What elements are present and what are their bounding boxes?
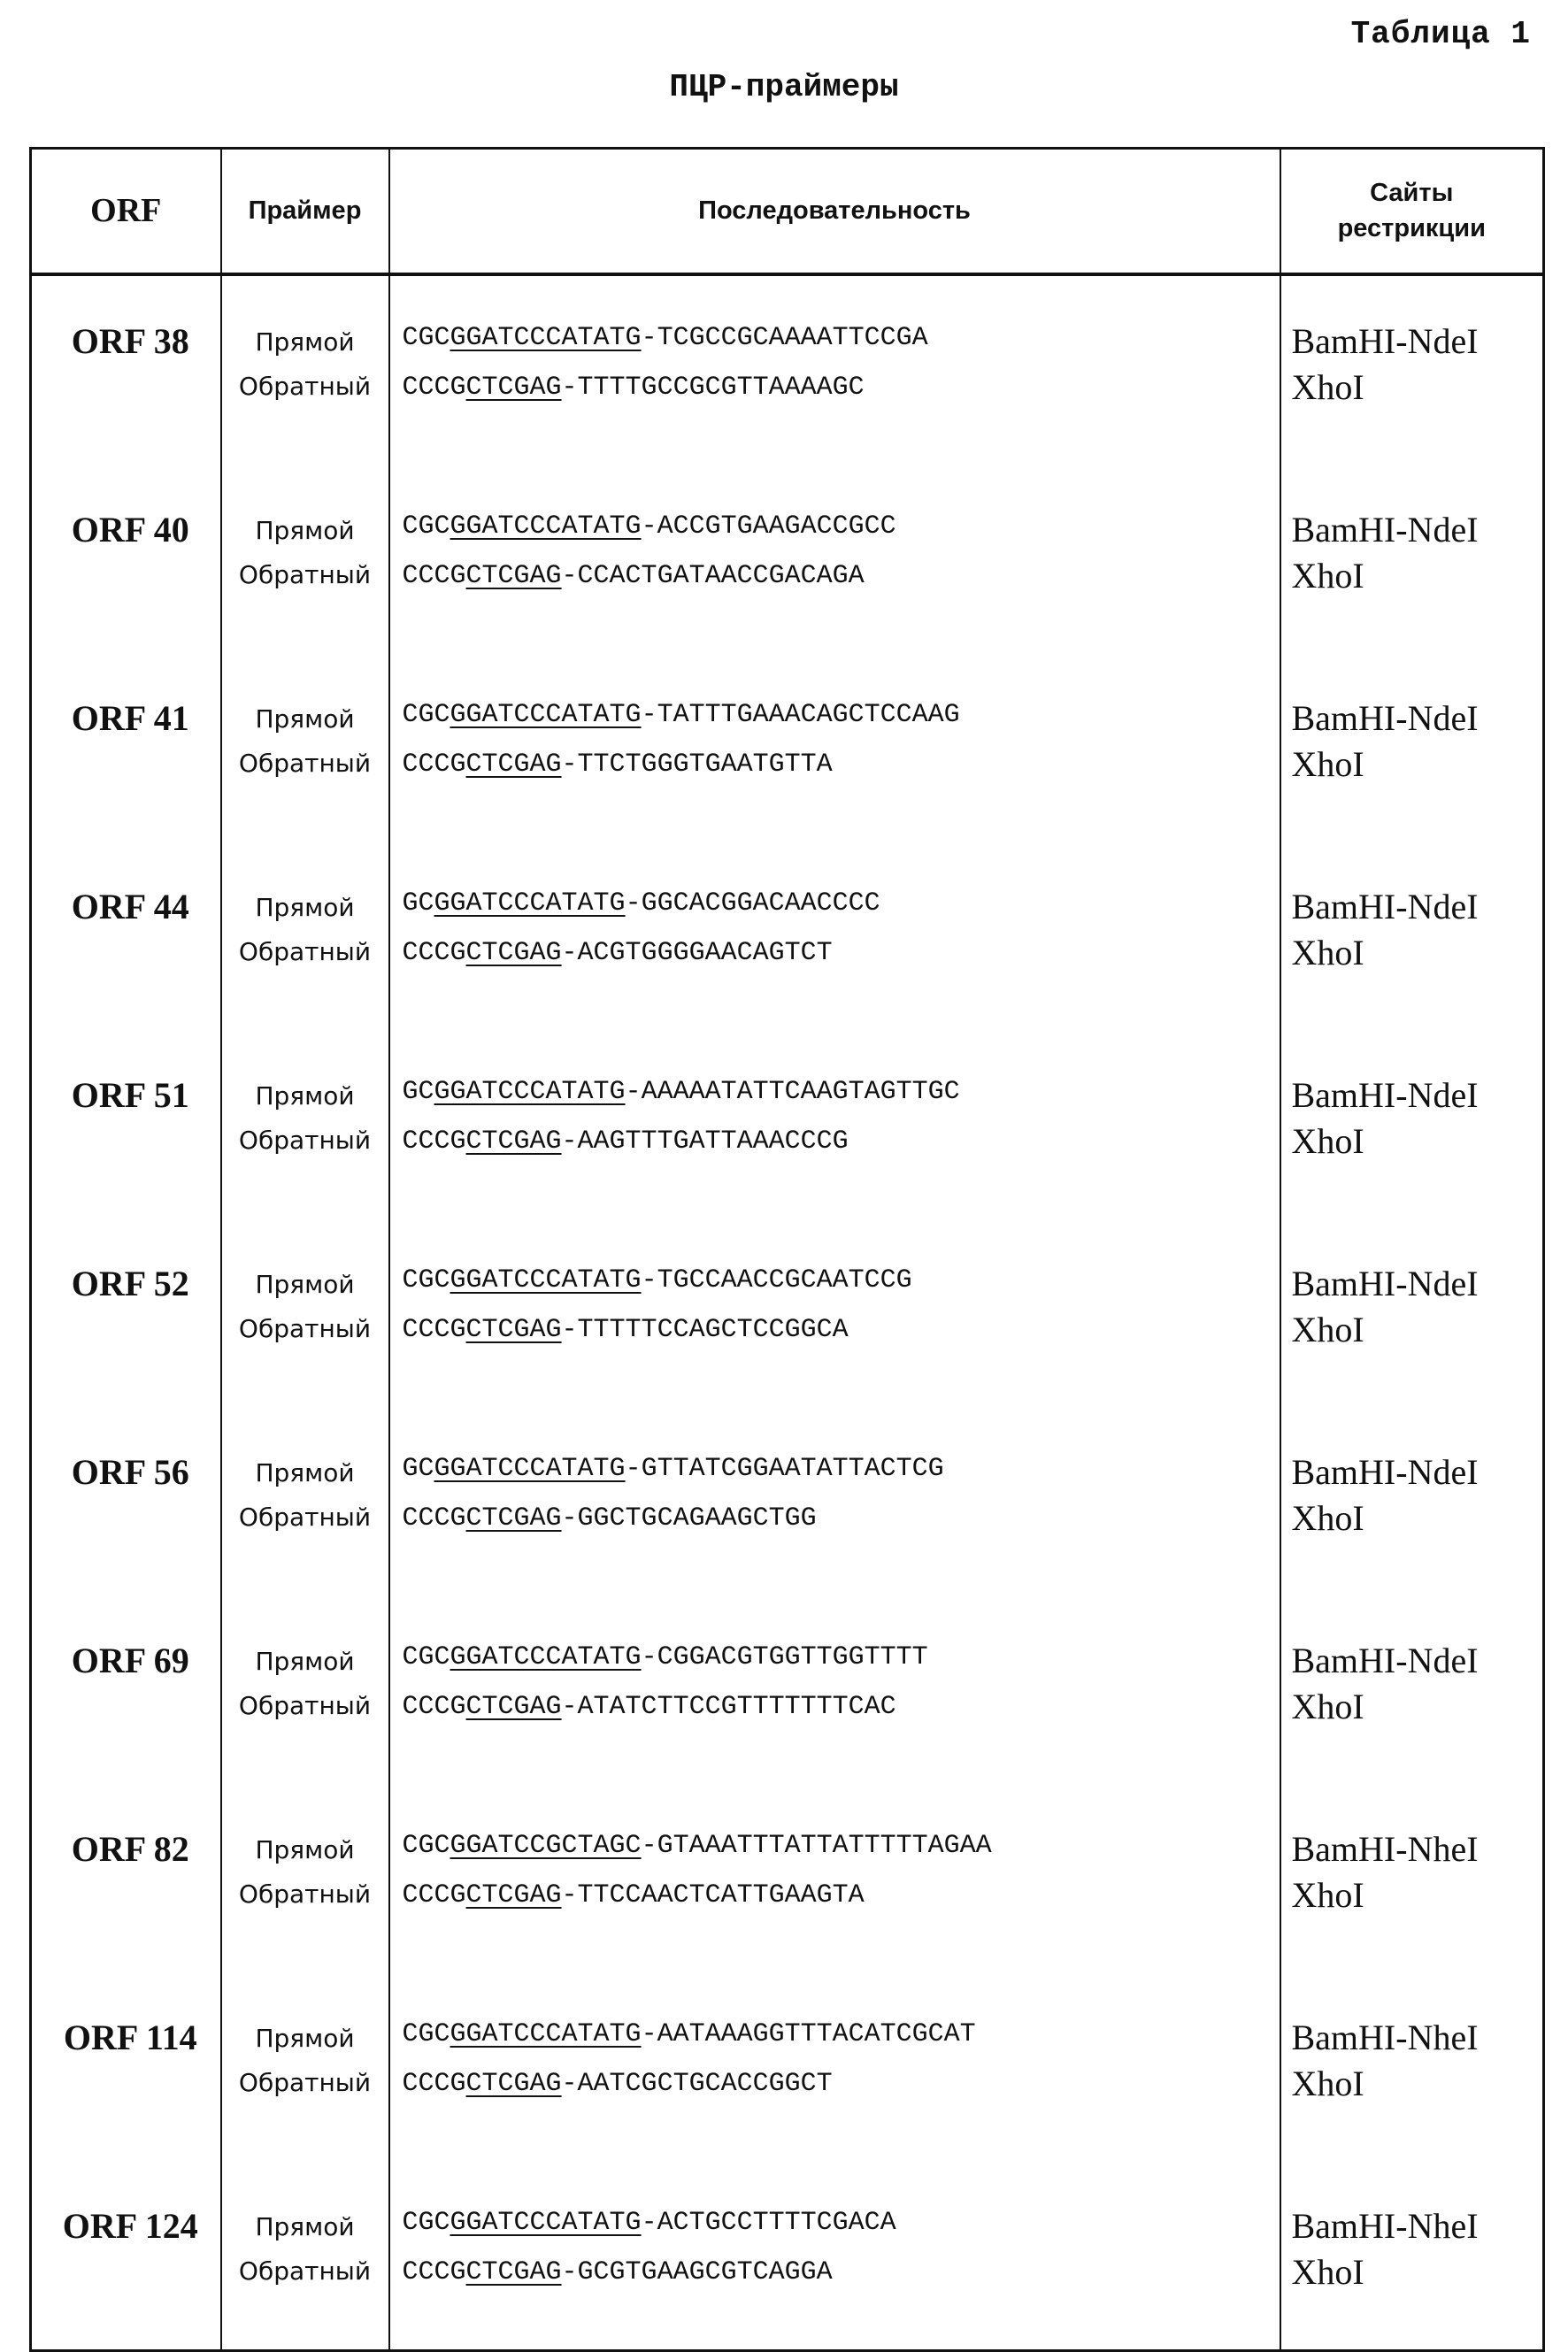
restriction-site-reverse: XhoI <box>1292 930 1543 976</box>
reverse-prefix: CCCG <box>403 2257 466 2287</box>
reverse-prefix: CCCG <box>403 1692 466 1722</box>
orf-name: ORF 56 <box>32 1407 220 1595</box>
orf-name: ORF 52 <box>32 1218 220 1407</box>
orf-name: ORF 44 <box>32 842 220 1030</box>
reverse-tail: -TTCTGGGTGAATGTTA <box>562 749 833 780</box>
reverse-tail: -AATCGCTGCACCGGCT <box>562 2069 833 2099</box>
reverse-restriction-site: CTCGAG <box>466 1880 562 1910</box>
primer-forward-label: Прямой <box>222 1074 388 1118</box>
orf-name: ORF 69 <box>32 1595 220 1784</box>
header-sites-line1: Сайты <box>1281 175 1543 211</box>
forward-tail: -GTAAATTTATTATTTTTAGAA <box>642 1831 992 1861</box>
table-row <box>31 1784 1544 1972</box>
table-row <box>31 1218 1544 1407</box>
restriction-site-reverse: XhoI <box>1292 365 1543 411</box>
orf-name: ORF 38 <box>32 276 220 465</box>
forward-prefix: CGC <box>403 511 450 542</box>
reverse-prefix: CCCG <box>403 1880 466 1910</box>
orf-name: ORF 124 <box>32 2161 220 2349</box>
forward-tail: -AAAAATATTCAAGTAGTTGC <box>626 1077 960 1107</box>
forward-restriction-site: GGATCCCATATG <box>450 511 642 542</box>
primer-forward-label: Прямой <box>222 509 388 553</box>
forward-tail: -ACTGCCTTTTCGACA <box>642 2208 896 2238</box>
orf-name: ORF 41 <box>32 653 220 842</box>
reverse-sequence <box>403 551 1280 601</box>
primer-reverse-label: Обратный <box>222 930 388 974</box>
restriction-site-forward: BamHI-NdeI <box>1292 1638 1543 1684</box>
reverse-tail: -ACGTGGGGAACAGTCT <box>562 938 833 968</box>
reverse-tail: -GCGTGAAGCGTCAGGA <box>562 2257 833 2287</box>
forward-prefix: GC <box>403 1454 434 1484</box>
forward-restriction-site: GGATCCCATATG <box>450 2208 642 2238</box>
forward-prefix: CGC <box>403 2019 450 2049</box>
forward-restriction-site: GGATCCCATATG <box>434 888 626 919</box>
header-row <box>31 149 1544 274</box>
reverse-prefix: CCCG <box>403 1503 466 1533</box>
reverse-tail: -TTTTGCCGCGTTAAAAGC <box>562 373 865 403</box>
restriction-site-reverse: XhoI <box>1292 742 1543 788</box>
reverse-prefix: CCCG <box>403 1315 466 1345</box>
forward-restriction-site: GGATCCCATATG <box>434 1077 626 1107</box>
forward-prefix: CGC <box>403 323 450 353</box>
restriction-site-forward: BamHI-NheI <box>1292 2015 1543 2061</box>
restriction-site-reverse: XhoI <box>1292 1684 1543 1730</box>
orf-name: ORF 82 <box>32 1784 220 1972</box>
reverse-restriction-site: CTCGAG <box>466 561 562 591</box>
restriction-site-forward: BamHI-NheI <box>1292 1826 1543 1872</box>
restriction-site-forward: BamHI-NdeI <box>1292 1449 1543 1495</box>
forward-restriction-site: GGATCCCATATG <box>434 1454 626 1484</box>
header-primer: Праймер <box>221 149 389 274</box>
reverse-restriction-site: CTCGAG <box>466 1503 562 1533</box>
forward-sequence <box>403 1067 1280 1117</box>
forward-tail: -TATTTGAAACAGCTCCAAG <box>642 700 960 730</box>
reverse-sequence <box>403 1494 1280 1543</box>
forward-sequence <box>403 879 1280 928</box>
reverse-restriction-site: CTCGAG <box>466 2069 562 2099</box>
restriction-site-forward: BamHI-NdeI <box>1292 884 1543 930</box>
restriction-site-forward: BamHI-NheI <box>1292 2203 1543 2249</box>
forward-sequence <box>403 2198 1280 2248</box>
table-row <box>31 1407 1544 1595</box>
reverse-prefix: CCCG <box>403 373 466 403</box>
orf-name: ORF 114 <box>32 1972 220 2161</box>
primer-reverse-label: Обратный <box>222 1118 388 1163</box>
reverse-prefix: CCCG <box>403 938 466 968</box>
primer-forward-label: Прямой <box>222 1828 388 1872</box>
reverse-prefix: CCCG <box>403 561 466 591</box>
primer-forward-label: Прямой <box>222 1640 388 1684</box>
forward-prefix: GC <box>403 1077 434 1107</box>
forward-sequence <box>403 502 1280 551</box>
forward-restriction-site: GGATCCCATATG <box>450 323 642 353</box>
reverse-restriction-site: CTCGAG <box>466 373 562 403</box>
primer-forward-label: Прямой <box>222 320 388 365</box>
restriction-site-forward: BamHI-NdeI <box>1292 319 1543 365</box>
reverse-tail: -TTTTTCCAGCTCCGGCA <box>562 1315 849 1345</box>
restriction-site-reverse: XhoI <box>1292 1307 1543 1353</box>
forward-prefix: CGC <box>403 2208 450 2238</box>
primer-forward-label: Прямой <box>222 2205 388 2249</box>
primer-reverse-label: Обратный <box>222 1307 388 1351</box>
reverse-restriction-site: CTCGAG <box>466 1692 562 1722</box>
restriction-site-reverse: XhoI <box>1292 2249 1543 2295</box>
header-sequence: Последовательность <box>389 149 1280 274</box>
table-row <box>31 465 1544 653</box>
forward-sequence <box>403 313 1280 363</box>
forward-sequence <box>403 1256 1280 1305</box>
reverse-sequence <box>403 1117 1280 1166</box>
restriction-site-reverse: XhoI <box>1292 1118 1543 1164</box>
primer-reverse-label: Обратный <box>222 1872 388 1917</box>
reverse-restriction-site: CTCGAG <box>466 1126 562 1157</box>
forward-prefix: CGC <box>403 1265 450 1295</box>
restriction-site-reverse: XhoI <box>1292 553 1543 599</box>
forward-prefix: CGC <box>403 700 450 730</box>
primer-reverse-label: Обратный <box>222 1684 388 1728</box>
primer-reverse-label: Обратный <box>222 2249 388 2294</box>
forward-restriction-site: GGATCCCATATG <box>450 2019 642 2049</box>
forward-tail: -CGGACGTGGTTGGTTTT <box>642 1642 928 1672</box>
restriction-site-forward: BamHI-NdeI <box>1292 696 1543 742</box>
forward-sequence <box>403 2010 1280 2059</box>
forward-prefix: GC <box>403 888 434 919</box>
primer-reverse-label: Обратный <box>222 2061 388 2105</box>
reverse-restriction-site: CTCGAG <box>466 2257 562 2287</box>
forward-restriction-site: GGATCCCATATG <box>450 700 642 730</box>
header-sites-line2: рестрикции <box>1281 211 1543 246</box>
primer-table <box>29 147 1545 2352</box>
reverse-sequence <box>403 740 1280 789</box>
forward-sequence <box>403 1821 1280 1871</box>
forward-tail: -AATAAAGGTTTACATCGCAT <box>642 2019 976 2049</box>
table-number: Таблица 1 <box>1351 16 1531 52</box>
primer-reverse-label: Обратный <box>222 742 388 786</box>
restriction-site-forward: BamHI-NdeI <box>1292 1261 1543 1307</box>
forward-sequence <box>403 690 1280 740</box>
primer-forward-label: Прямой <box>222 1451 388 1495</box>
forward-tail: -TGCCAACCGCAATCCG <box>642 1265 912 1295</box>
reverse-sequence <box>403 1871 1280 1920</box>
orf-name: ORF 40 <box>32 465 220 653</box>
reverse-restriction-site: CTCGAG <box>466 749 562 780</box>
table-row <box>31 2161 1544 2351</box>
reverse-sequence <box>403 2059 1280 2109</box>
restriction-site-forward: BamHI-NdeI <box>1292 507 1543 553</box>
table-row <box>31 1030 1544 1218</box>
primer-reverse-label: Обратный <box>222 553 388 597</box>
reverse-tail: -TTCCAACTCATTGAAGTA <box>562 1880 865 1910</box>
table-row <box>31 653 1544 842</box>
forward-restriction-site: GGATCCCATATG <box>450 1642 642 1672</box>
forward-sequence <box>403 1444 1280 1494</box>
primer-reverse-label: Обратный <box>222 365 388 409</box>
restriction-site-forward: BamHI-NdeI <box>1292 1072 1543 1118</box>
reverse-tail: -AAGTTTGATTAAACCCG <box>562 1126 849 1157</box>
restriction-site-reverse: XhoI <box>1292 1495 1543 1541</box>
reverse-sequence <box>403 363 1280 412</box>
table-row <box>31 1595 1544 1784</box>
restriction-site-reverse: XhoI <box>1292 2061 1543 2107</box>
orf-name: ORF 51 <box>32 1030 220 1218</box>
header-orf: ORF <box>31 149 221 274</box>
reverse-sequence <box>403 1682 1280 1732</box>
forward-restriction-site: GGATCCCATATG <box>450 1265 642 1295</box>
primer-reverse-label: Обратный <box>222 1495 388 1540</box>
reverse-restriction-site: CTCGAG <box>466 1315 562 1345</box>
header-sites <box>1280 149 1544 274</box>
forward-restriction-site: GGATCCGCTAGC <box>450 1831 642 1861</box>
reverse-prefix: CCCG <box>403 749 466 780</box>
forward-sequence <box>403 1633 1280 1682</box>
forward-tail: -TCGCCGCAAAATTCCGA <box>642 323 928 353</box>
reverse-restriction-site: CTCGAG <box>466 938 562 968</box>
reverse-sequence <box>403 1305 1280 1355</box>
table-row <box>31 274 1544 465</box>
forward-tail: -GTTATCGGAATATTACTCG <box>626 1454 944 1484</box>
reverse-prefix: CCCG <box>403 1126 466 1157</box>
primer-forward-label: Прямой <box>222 1263 388 1307</box>
reverse-sequence <box>403 2248 1280 2297</box>
forward-prefix: CGC <box>403 1642 450 1672</box>
forward-tail: -GGCACGGACAACCCC <box>626 888 880 919</box>
primer-forward-label: Прямой <box>222 697 388 742</box>
reverse-prefix: CCCG <box>403 2069 466 2099</box>
primer-forward-label: Прямой <box>222 886 388 930</box>
reverse-sequence <box>403 928 1280 978</box>
table-row <box>31 842 1544 1030</box>
forward-prefix: CGC <box>403 1831 450 1861</box>
reverse-tail: -CCACTGATAACCGACAGA <box>562 561 865 591</box>
table-row <box>31 1972 1544 2161</box>
table-title: ПЦР-праймеры <box>0 69 1568 105</box>
primer-forward-label: Прямой <box>222 2017 388 2061</box>
restriction-site-reverse: XhoI <box>1292 1872 1543 1918</box>
forward-tail: -ACCGTGAAGACCGCC <box>642 511 896 542</box>
reverse-tail: -ATATCTTCCGTTTTTTTCAC <box>562 1692 896 1722</box>
reverse-tail: -GGCTGCAGAAGCTGG <box>562 1503 817 1533</box>
